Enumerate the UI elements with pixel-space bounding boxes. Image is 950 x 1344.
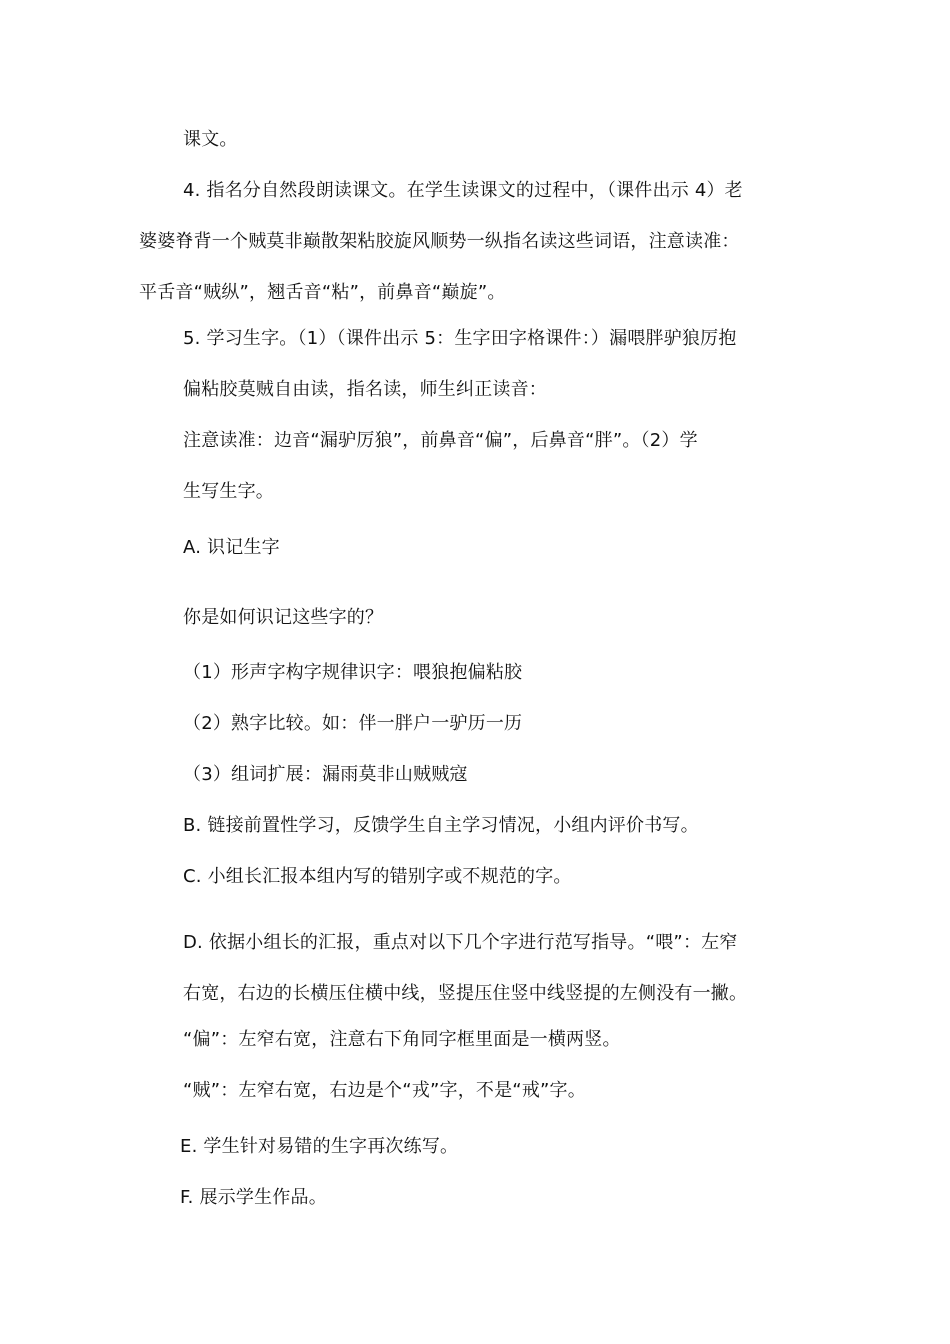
text-line: D. 依据小组长的汇报，重点对以下几个字进行范写指导。“喂”：左窄 <box>183 932 738 953</box>
text-line: “贼”：左窄右宽，右边是个“戎”字，不是“戒”字。 <box>183 1080 586 1101</box>
text-line: 5. 学习生字。（1）（课件出示 5：生字田字格课件：）漏喂胖驴狼厉抱 <box>183 328 737 349</box>
text-line: C. 小组长汇报本组内写的错别字或不规范的字。 <box>183 866 572 887</box>
text-line: “偏”：左窄右宽，注意右下角同字框里面是一横两竖。 <box>183 1029 621 1050</box>
text-line: （2）熟字比较。如：伴一胖户一驴历一历 <box>183 713 523 734</box>
text-line: 右宽，右边的长横压住横中线，竖提压住竖中线竖提的左侧没有一撇。 <box>183 983 748 1004</box>
text-line: 你是如何识记这些字的？ <box>183 607 384 628</box>
text-line: E. 学生针对易错的生字再次练写。 <box>180 1136 459 1157</box>
text-line: 课文。 <box>183 129 238 150</box>
text-line: 生写生字。 <box>183 481 274 502</box>
text-line: 注意读准：边音“漏驴厉狼”，前鼻音“偏”，后鼻音“胖”。（2）学 <box>183 430 698 451</box>
text-line: B. 链接前置性学习，反馈学生自主学习情况，小组内评价书写。 <box>183 815 699 836</box>
text-line: 偏粘胶莫贼自由读，指名读，师生纠正读音： <box>183 379 547 400</box>
text-line: F. 展示学生作品。 <box>180 1187 327 1208</box>
text-line: 平舌音“贼纵”，翘舌音“粘”，前鼻音“巅旋”。 <box>139 282 506 303</box>
text-line: A. 识记生字 <box>183 537 280 558</box>
text-line: （1）形声字构字规律识字：喂狼抱偏粘胶 <box>183 662 523 683</box>
text-line: （3）组词扩展：漏雨莫非山贼贼寇 <box>183 764 468 785</box>
text-line: 婆婆脊背一个贼莫非巅散架粘胶旋风顺势一纵指名读这些词语，注意读准： <box>139 231 740 252</box>
text-line: 4. 指名分自然段朗读课文。在学生读课文的过程中，（课件出示 4）老 <box>183 180 743 201</box>
